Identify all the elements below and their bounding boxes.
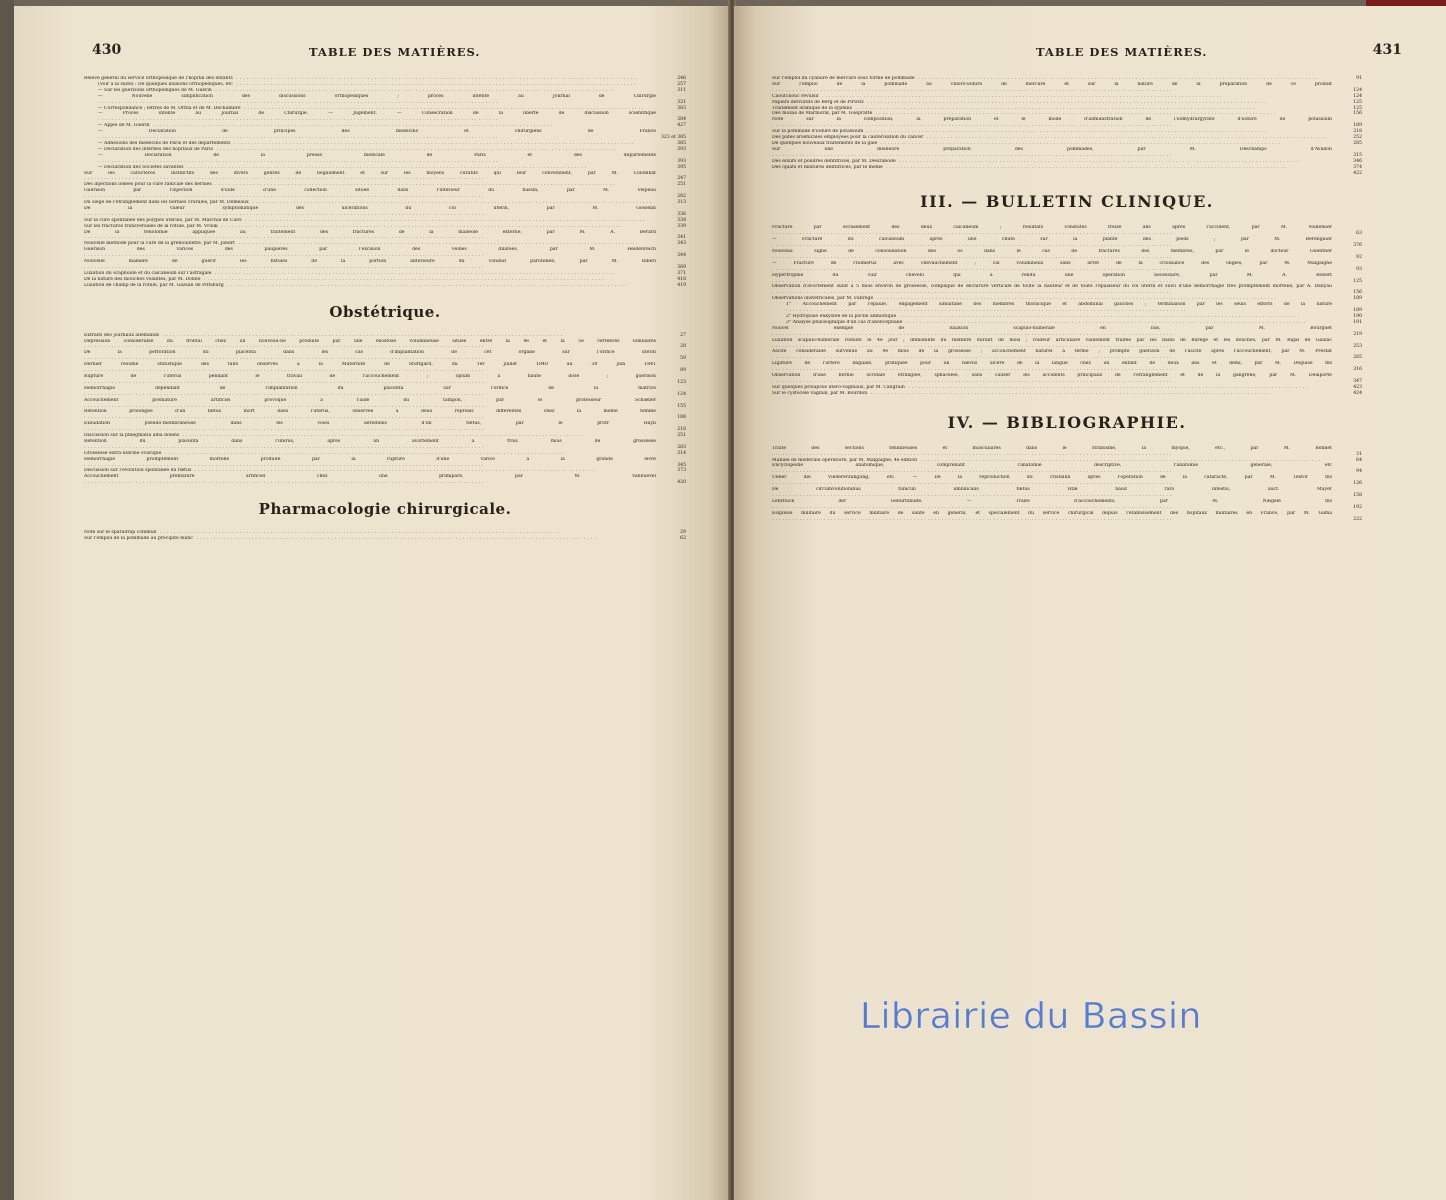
toc-entry-title: — Déclaration de la presse médicale de Paris et des départements ..... xyxy=(84,153,656,165)
toc-entry xyxy=(772,147,1362,159)
toc-entry-page: 219 xyxy=(1353,331,1362,337)
toc-entry-page: 89 xyxy=(680,368,686,374)
toc-entry-title: Hypertrophie du cuir chevelu qui a rendu une opération nécessaire, par M. A. Robert ..... xyxy=(772,273,1332,285)
toc-entry-page: 282 xyxy=(677,194,686,200)
toc-entry-page: 316 xyxy=(1353,367,1362,373)
toc-entry-title: Sur l'emploi du cyanure de mercure sous forme de pommade ..... xyxy=(772,76,1332,82)
toc-entry-page: 125 xyxy=(1353,278,1362,284)
toc-entry-page: 285 xyxy=(1353,140,1362,146)
toc-entry xyxy=(772,338,1362,350)
toc-entry-page: 31 xyxy=(1356,451,1362,457)
toc-entry-title: Extraits des journaux allemands ..... xyxy=(84,333,656,339)
toc-entry-page: 191 xyxy=(1353,319,1362,325)
toc-entry-page: 393 xyxy=(677,146,686,152)
toc-entry xyxy=(84,421,686,433)
toc-entry-page: 419 xyxy=(677,282,686,288)
toc-entry-title: Luxation scapulo-humérale réduite le 4e jour ; immobilité du membre durant un mois ; roideur articulaire vainement traitée par les bains de Barège et les douches, par M. Rigal de Gaillac ..... xyxy=(772,338,1332,350)
left-page-header xyxy=(84,42,686,64)
toc-entry xyxy=(772,117,1362,129)
toc-entry-page: 423 xyxy=(1353,384,1362,390)
toc-entry-page: 27 xyxy=(680,332,686,338)
toc-entry-title: Luxation de champ de la rotule, par M. Gazsan de Pittsburg ..... xyxy=(84,283,656,289)
toc-entry-title: — Nouvelle simplification des discussions orthopédiques ; procès intenté au Journal de Chirurgie ..... xyxy=(84,94,656,106)
toc-entry xyxy=(84,188,686,200)
toc-entry-title: Manuel de médecine opératoire, par M. Malgaigne, 4e édition ..... xyxy=(772,458,1332,464)
toc-entry-title: Du siége de l'étranglement dans les hernies crurales, par M. Demeaux ..... xyxy=(84,200,656,206)
toc-entry-page: 188 xyxy=(677,415,686,421)
toc-entry-title: Note sur le sparadrap commun ..... xyxy=(84,530,656,536)
toc-entry-title: Observation d'avortement subit à 5 mois environ de grossesse, compliqué de déchirure verticale de toute la hauteur et de toute l'épaisseur du col utérin et suivi d'une hémorrhagie très promptement mortelle, par A. Danyau ..... xyxy=(772,284,1332,296)
toc-entry-title: Des élixirs et poudres dentifrices, par M. Désirabode ..... xyxy=(772,159,1332,165)
toc-entry-title: Sur la pommade d'iodure de potassium ..... xyxy=(772,129,1332,135)
watermark-text: Librairie du Bassin xyxy=(860,996,1202,1037)
toc-entry-page: 283 xyxy=(677,444,686,450)
toc-entry xyxy=(84,386,686,398)
left-page-title: TABLE DES MATIÈRES. xyxy=(309,45,481,59)
toc-entry xyxy=(84,111,686,123)
toc-entry xyxy=(84,259,686,271)
toc-entry xyxy=(84,206,686,218)
toc-entry-title: Guérison des varices des paupières par l'excision des veines dilatées, par M. Heidenreich ..... xyxy=(84,247,656,259)
toc-entry xyxy=(84,283,686,289)
toc-entry-title: — Appel de M. Guérin ..... xyxy=(84,123,656,129)
toc-entry-title: De circumvolutionibus funiculi umbilicalis fœtus vitæ haud raro infestis, auct. Mayer ..... xyxy=(772,487,1332,499)
toc-entry-title: Des opiats et mixtures dentifrices, par le même ..... xyxy=(772,165,1332,171)
toc-entry-page: 251 xyxy=(677,182,686,188)
toc-entry-page: 253 xyxy=(1353,343,1362,349)
toc-entry-page: 29 xyxy=(680,530,686,536)
toc-entry xyxy=(772,361,1362,373)
toc-entry xyxy=(84,374,686,386)
toc-entry xyxy=(84,247,686,259)
toc-entry-title: Des moxas de Marmoral, par M. Guépratte ..... xyxy=(772,111,1332,117)
toc-entry xyxy=(772,261,1362,273)
left-entries-top xyxy=(84,76,686,289)
toc-entry-title: — Fracture de l'humérus avec chevauchement ; cal volumineux sans arrêt de la croissance des ongles, par M. Malgaigne ..... xyxy=(772,261,1332,273)
toc-entry xyxy=(84,474,686,486)
toc-entry-page: 246 xyxy=(677,76,686,81)
toc-entry-page: 285 xyxy=(1353,355,1362,361)
toc-entry-title: Accouchement prématuré artificiel provoqué à l'aide du tampon, par le professeur Schœller ..... xyxy=(84,398,656,410)
toc-entry-title: Rétention du placenta dans l'utérus, après un avortement à trois mois de grossesse ..... xyxy=(84,439,656,451)
toc-entry-title: Observation d'une hernie scrotale étranglée, sphacélée, sans causer les accidents principaux de l'étranglement et de la gangrène, par M. Delaporte ..... xyxy=(772,373,1332,385)
right-entries-bulletin xyxy=(772,225,1362,396)
toc-entry-page: 343 xyxy=(677,241,686,247)
toc-entry-page: 125 xyxy=(1353,99,1362,105)
toc-entry-title: Nouvelle manière de guérir les fistules de la portion antérieure du conduit parotidien, par M. Ribéri ..... xyxy=(84,259,656,271)
toc-entry xyxy=(772,326,1362,338)
left-page-number: 430 xyxy=(92,42,122,58)
toc-entry-page: 218 xyxy=(1353,129,1362,135)
toc-entry-title: Encyclopédie anatomique, comprenant l'anatomie descriptive, l'anatomie générale, etc ..... xyxy=(772,463,1332,475)
toc-entry xyxy=(84,230,686,242)
toc-entry-page: 158 xyxy=(1353,492,1362,498)
toc-entry xyxy=(772,237,1362,249)
toc-entry-title: Sur l'emploi de la pommade au précipité blanc ..... xyxy=(84,536,656,542)
toc-entry-title: Nouvelle méthode pour la cure de la grenouillette, par M. Jobert ..... xyxy=(84,241,656,247)
toc-entry-title: Caoutchouc révulsif ..... xyxy=(772,94,1332,100)
toc-entry-page: 418 xyxy=(677,276,686,282)
toc-entry-page: 247 xyxy=(677,176,686,182)
toc-entry-page: 218 xyxy=(677,427,686,433)
toc-entry xyxy=(772,273,1362,285)
toc-entry-title: Lehrbuck der Geburtshulfe. — Traité d'accouchements, par M. Nægélé fils ..... xyxy=(772,499,1332,511)
toc-entry-title: — Adhésions des médecins de Paris et des départements ..... xyxy=(84,141,656,147)
toc-entry-title: — Procès intenté au Journal de Chirurgie. — Jugement. — Consécration de la liberté de discussion scientifique ..... xyxy=(84,111,656,123)
toc-entry xyxy=(772,284,1362,296)
toc-entry xyxy=(772,249,1362,261)
toc-entry-title: Hémorrhagie promptement mortelle produite par la rupture d'une varice à la grande lèvre ..... xyxy=(84,457,656,469)
toc-entry-title: Sur quelques prolapsus utéro-vaginaux, par M. Cangrain ..... xyxy=(772,385,1332,391)
toc-entry xyxy=(772,171,1362,177)
toc-entry-page: 336 xyxy=(677,211,686,217)
toc-entry-title: Des injections iodées pour la cure radicale des hernies ..... xyxy=(84,182,656,188)
toc-entry-title: Traité des sections tendineuses et musculaires dans le strabisme, la myopie, etc., par M. Bonnet ..... xyxy=(772,446,1332,458)
toc-entry-title: De la perforation du placenta dans les cas d'implantation de cet organe sur l'orifice utérin ..... xyxy=(84,350,656,362)
right-page xyxy=(734,6,1446,1200)
toc-entry-page: 124 xyxy=(1353,87,1362,93)
toc-entry-page: 371 xyxy=(677,270,686,276)
section-bulletin-clinique: III. — BULLETIN CLINIQUE. xyxy=(920,192,1214,212)
toc-entry xyxy=(84,339,686,351)
toc-entry-title: Hémorrhagie dépendant de l'implantation du placenta sur l'orifice de la matrice ..... xyxy=(84,386,656,398)
toc-entry xyxy=(772,446,1362,458)
toc-entry xyxy=(772,82,1362,94)
toc-entry xyxy=(772,499,1362,511)
toc-entry xyxy=(772,373,1362,385)
toc-entry-title: Exsudation pseudo-membraneuse dans les voies aériennes d'un fœtus, par le profr Hayn ..... xyxy=(84,421,656,433)
toc-entry xyxy=(772,302,1362,314)
toc-entry xyxy=(84,129,686,141)
toc-entry-title: — Déclaration des internes des hôpitaux de Paris ..... xyxy=(84,147,656,153)
toc-entry xyxy=(84,94,686,106)
toc-entry-page: 346 xyxy=(1353,158,1362,164)
toc-entry-page: 28 xyxy=(680,344,686,350)
toc-entry-page: 376 xyxy=(1353,243,1362,249)
toc-entry xyxy=(772,475,1362,487)
toc-entry xyxy=(772,487,1362,499)
toc-entry xyxy=(84,409,686,421)
toc-entry xyxy=(772,349,1362,361)
toc-entry-page: 315 xyxy=(1353,152,1362,158)
toc-entry-title: — Déclaration de principes des médecins et chirurgiens de France ..... xyxy=(84,129,656,141)
toc-entry-title: Ueber die Viedererzungung, etc. — De la reproduction du cristallin après l'opération de la cataracte, par M. Textor fils ..... xyxy=(772,475,1332,487)
toc-entry xyxy=(772,463,1362,475)
toc-entry-page: 384 xyxy=(677,117,686,123)
toc-entry xyxy=(84,350,686,362)
toc-entry-page: 347 xyxy=(1353,378,1362,384)
toc-entry-page: 345 xyxy=(677,462,686,468)
toc-entry-page: 313 xyxy=(677,200,686,206)
toc-entry-title: Papiers dérivatifs de Berg et de Pirwitz ..... xyxy=(772,100,1332,106)
toc-entry-page: 344 xyxy=(677,253,686,259)
toc-entry-title: Des pâtes arsénicales employées pour la cautérisation du cancer ..... xyxy=(772,135,1332,141)
toc-entry-title: 1° Accouchement par l'épaule, engagement simultané des membres thoracique et abdominal gauches ; terminaison par les seuls efforts de la nature ..... xyxy=(772,302,1332,314)
toc-entry xyxy=(772,225,1362,237)
toc-entry-title: Sur le cystocèle vaginal, par M. Bourdon ..... xyxy=(772,391,1332,397)
toc-entry-title: Discussion sur la phlegmatia alba dolens ..... xyxy=(84,433,656,439)
toc-entry xyxy=(772,511,1362,523)
toc-entry-title: Nouveau signe de consolidation des os dans le cas de fractures des membres, par le docteur Guenther ..... xyxy=(772,249,1332,261)
toc-entry-title: Sur une meilleure préparation des pommades, par M. Deschamps d'Avallon ..... xyxy=(772,147,1332,159)
toc-entry xyxy=(84,536,686,542)
toc-entry-title: Ligature de l'artère linguale, pratiquée pour un nævus ulcéré de la langue chez un enfant de deux ans et demi, par M. Deguise fils ..... xyxy=(772,361,1332,373)
toc-entry-title: Rétention prolongée d'un fœtus mort dans l'utérus, observée à deux reprises différentes chez la même femme ..... xyxy=(84,409,656,421)
toc-entry-page: 192 xyxy=(1353,504,1362,510)
toc-entry-title: Esquisse militaire du service militaire de santé en général, et spécialement du service chirurgical depuis l'établissement des hôpitaux militaires en France, par M. Gama ..... xyxy=(772,511,1332,523)
toc-entry-page: 321 xyxy=(677,99,686,105)
toc-entry-title: Sur la cure spontanée des polypes utérins, par M. Marchal de Calvi ..... xyxy=(84,218,656,224)
toc-entry-page: 155 xyxy=(677,403,686,409)
toc-entry-page: 314 xyxy=(677,450,686,456)
toc-entry-page: 373 xyxy=(677,468,686,474)
toc-entry-page: 189 xyxy=(1353,308,1362,314)
toc-entry xyxy=(84,362,686,374)
toc-entry-page: 427 xyxy=(677,123,686,129)
toc-entry-title: Nouvel exemple de luxation scapulo-humérale en bas, par M. Bourguet ..... xyxy=(772,326,1332,338)
toc-entry-title: — Sur les guérisons orthopédiques de M. Guérin ..... xyxy=(84,88,656,94)
toc-entry-title: Sur les caractères distinctifs des divers genres de bégaiement et sur les moyens curatifs qui leur conviennent, par M. Colombat ..... xyxy=(84,171,656,183)
toc-entry-page: 252 xyxy=(1353,135,1362,141)
toc-entry xyxy=(84,398,686,410)
toc-entry-page: 341 xyxy=(677,235,686,241)
section-obstetrique: Obstétrique. xyxy=(329,302,441,321)
toc-entry-page: 369 xyxy=(677,265,686,270)
toc-entry-title: 3° Analyse philosophique d'un cas d'anencéphalie ..... xyxy=(772,320,1332,326)
toc-entry-title: Guérison par l'injection d'iode d'une collection située dans l'intérieur du bassin, par M. Velpeau ..... xyxy=(84,188,656,200)
toc-entry-title: Rupture de l'utérus pendant le travail de l'accouchement ; opium à haute dose ; guérison ..... xyxy=(84,374,656,386)
toc-entry-page: 126 xyxy=(1353,481,1362,487)
toc-entry xyxy=(772,165,1362,171)
toc-entry-title: Dépression considérable du frontal chez un nouveau-né produite par une exostose volumineuse située entre la 4e et la 5e vertèbres lombaires ..... xyxy=(84,339,656,351)
right-page-header xyxy=(772,42,1402,64)
toc-entry-page: 59 xyxy=(680,356,686,362)
toc-entry-page: 424 xyxy=(1353,390,1362,396)
right-entries-biblio xyxy=(772,446,1362,523)
toc-entry-page: 222 xyxy=(1353,516,1362,522)
toc-entry-page: 385 xyxy=(677,140,686,146)
toc-entry-page: 64 xyxy=(1356,457,1362,463)
toc-entry-title: Grossesse extra-utérine ovarique ..... xyxy=(84,451,656,457)
toc-entry-page: 94 xyxy=(1356,469,1362,475)
toc-entry xyxy=(84,439,686,451)
toc-entry-page: 123 xyxy=(677,379,686,385)
toc-entry-page: 156 xyxy=(1353,290,1362,296)
toc-entry-title: Dernier résumé statistique des faits observés à la Maternité de Stuttgard, du 1er juillet 1840 au 30 juin 1841 ..... xyxy=(84,362,656,374)
toc-entry-page: 91 xyxy=(1356,76,1362,81)
toc-entry-page: 311 xyxy=(677,87,686,93)
toc-entry-title: 2° Hydropisie enkystée de la poche amniotique ..... xyxy=(772,314,1332,320)
toc-entry-page: 395 xyxy=(677,164,686,170)
toc-entry-title: Luxation du scaphoïde et du calcanéum sur l'astragale ..... xyxy=(84,271,656,277)
toc-entry-page: 422 xyxy=(1353,170,1362,176)
toc-entry-title: Ascite considérable survenue au 9e mois de la grossesse ; accouchement naturel à terme ; prompte guérison de l'ascite après l'accouchement, par M. Prestat ..... xyxy=(772,349,1332,361)
toc-entry-title: Sur les fractures transversales de la rotule, par M. Vrolik ..... xyxy=(84,224,656,230)
left-entries-pharma xyxy=(84,530,686,542)
toc-entry-page: 62 xyxy=(680,536,686,542)
toc-entry-page: 338 xyxy=(677,217,686,223)
toc-entry-page: 124 xyxy=(677,391,686,397)
toc-entry-title: Accouchement prématuré artificiel chez une primipare, par M. Vanhuevel ..... xyxy=(84,474,656,486)
toc-entry xyxy=(84,171,686,183)
right-page-title: TABLE DES MATIÈRES. xyxy=(1036,45,1208,59)
toc-entry-title: Traitement arabique de la syphilis ..... xyxy=(772,106,1332,112)
toc-entry-page: 189 xyxy=(1353,296,1362,302)
toc-entry-title: De la valeur symptomatique des ulcérations du col utérin, par M. Gosselin ..... xyxy=(84,206,656,218)
toc-entry-title: (Voir à la suite) : De quelques illusions orthopédiques, etc ..... xyxy=(84,82,656,88)
toc-entry-page: 63 xyxy=(1356,231,1362,237)
toc-entry-page: 374 xyxy=(1353,164,1362,170)
toc-entry-page: 323 et 385 xyxy=(660,135,686,141)
toc-entry-title: Observations obstétricales, par M. Fabrège ..... xyxy=(772,296,1332,302)
toc-entry-title: Sur l'emploi de la pommade au chloro-iodure de mercure et sur la nature de la préparation de ce produit ..... xyxy=(772,82,1332,94)
toc-entry-page: 190 xyxy=(1353,314,1362,319)
toc-entry-title: Note sur la composition, la préparation et le mode d'administration de l'iodhydrargyrate d'iodure de potassium ..... xyxy=(772,117,1332,129)
right-entries-top xyxy=(772,76,1362,176)
section-bibliographie: IV. — BIBLIOGRAPHIE. xyxy=(947,412,1187,432)
toc-entry-page: 393 xyxy=(677,158,686,164)
toc-entry-page: 189 xyxy=(1353,123,1362,129)
toc-entry xyxy=(772,391,1362,397)
toc-entry-page: 339 xyxy=(677,223,686,229)
toc-entry-page: 124 xyxy=(1353,93,1362,99)
toc-entry xyxy=(84,153,686,165)
toc-entry-page: 93 xyxy=(1356,266,1362,272)
toc-entry-page: 383 xyxy=(677,105,686,111)
toc-entry-title: Relevé général du service orthopédique de l'hôpital des enfants ..... xyxy=(84,76,656,82)
toc-entry-title: De la nature des mouches volantes, par M. Donné ..... xyxy=(84,277,656,283)
toc-entry-page: 420 xyxy=(677,480,686,486)
toc-entry xyxy=(84,457,686,469)
toc-entry-title: — Fracture du calcanéum après une chute sur la plante des pieds ; par M. Bérenguier ..... xyxy=(772,237,1332,249)
toc-entry-page: 125 xyxy=(1353,105,1362,111)
section-pharmacologie: Pharmacologie chirurgicale. xyxy=(258,500,512,519)
toc-entry-page: 156 xyxy=(1353,111,1362,117)
toc-entry-page: 92 xyxy=(1356,254,1362,260)
left-entries-obstetrique xyxy=(84,333,686,487)
toc-entry-title: Fracture par écrasement des deux calcanéum ; résultats constatés treize ans après l'accident, par M. Voillemier ..... xyxy=(772,225,1332,237)
toc-entry-title: De la ténotomie appliquée au traitement des fractures de la malléole externe, par M. A. Bérard ..... xyxy=(84,230,656,242)
right-page-number: 431 xyxy=(1372,42,1402,58)
toc-entry-page: 251 xyxy=(677,433,686,439)
toc-entry-title: De quelques nouveaux traitements de la gale ..... xyxy=(772,141,1332,147)
toc-entry-title: Discussion sur l'évolution spontanée du fœtus ..... xyxy=(84,468,656,474)
toc-entry-title: — Correspondance ; lettres de M. Orfila et de M. Dechambre ..... xyxy=(84,106,656,112)
left-page xyxy=(14,6,730,1200)
toc-entry-title: — Déclaration des Sociétés savantes ..... xyxy=(84,165,656,171)
toc-entry-page: 257 xyxy=(677,81,686,87)
